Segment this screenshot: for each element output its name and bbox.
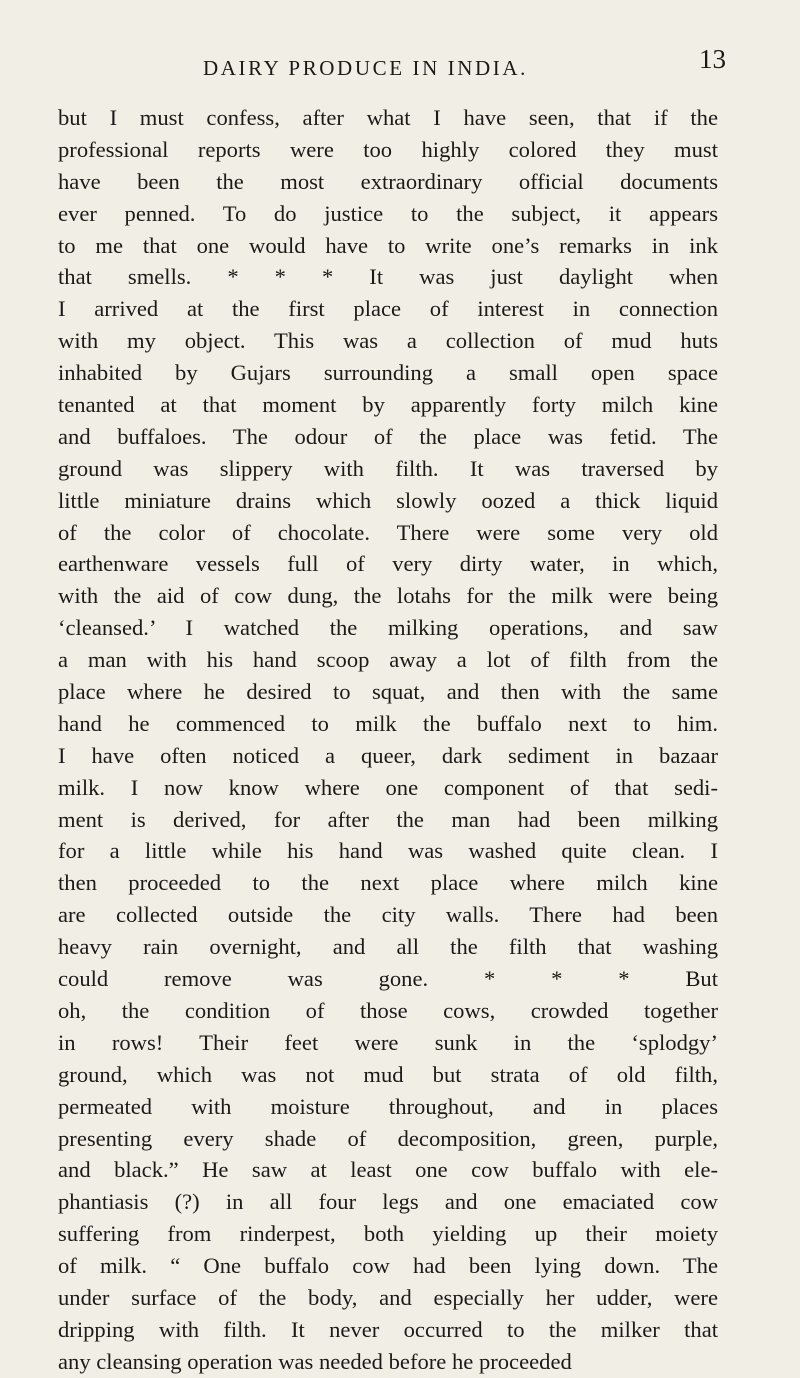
running-title: DAIRY PRODUCE IN INDIA. — [203, 56, 529, 80]
text-line: heavy rain overnight, and all the filth that washing — [58, 934, 718, 960]
text-line: ment is derived, for after the man had been milking — [58, 806, 718, 832]
text-line: of the color of chocolate. There were some very old — [58, 519, 718, 545]
text-line: I have often noticed a queer, dark sediment in bazaar — [58, 742, 718, 768]
text-line: milk. I now know where one component of that sedi- — [58, 774, 718, 800]
text-line: and black.” He saw at least one cow buffalo with ele- — [58, 1157, 718, 1183]
body-text — [58, 102, 718, 1378]
text-line: then proceeded to the next place where milch kine — [58, 870, 718, 896]
text-line: dripping with filth. It never occurred to the milker that — [58, 1316, 718, 1342]
text-line: have been the most extraordinary official documents — [58, 168, 718, 194]
text-line: oh, the condition of those cows, crowded together — [58, 997, 718, 1023]
text-line: permeated with moisture throughout, and in places — [58, 1093, 718, 1119]
text-line: ground was slippery with filth. It was traversed by — [58, 455, 718, 481]
text-line: professional reports were too highly colored they must — [58, 136, 718, 162]
text-line: little miniature drains which slowly oozed a thick liquid — [58, 487, 718, 513]
text-line: suffering from rinderpest, both yielding up their moiety — [58, 1221, 718, 1247]
text-line: ground, which was not mud but strata of old filth, — [58, 1061, 718, 1087]
text-line: with the aid of cow dung, the lotahs for the milk were being — [58, 583, 718, 609]
text-line: could remove was gone. * * * But — [58, 966, 718, 992]
text-line: of milk. “ One buffalo cow had been lying down. The — [58, 1253, 718, 1279]
text-line: presenting every shade of decomposition, green, purple, — [58, 1125, 718, 1151]
text-line: inhabited by Gujars surrounding a small open space — [58, 360, 718, 386]
text-line: ever penned. To do justice to the subject, it appears — [58, 200, 718, 226]
text-line: place where he desired to squat, and then with the same — [58, 679, 718, 705]
text-line: phantiasis (?) in all four legs and one emaciated cow — [58, 1189, 718, 1215]
text-line: in rows! Their feet were sunk in the ‘splodgy’ — [58, 1029, 718, 1055]
page-number: 13 — [699, 44, 726, 74]
running-head — [0, 44, 800, 86]
text-line: for a little while his hand was washed quite clean. I — [58, 838, 718, 864]
text-line: that smells. * * * It was just daylight when — [58, 264, 718, 290]
text-line: hand he commenced to milk the buffalo next to him. — [58, 710, 718, 736]
text-line: to me that one would have to write one’s remarks in ink — [58, 232, 718, 258]
text-line: ‘cleansed.’ I watched the milking operations, and saw — [58, 615, 718, 641]
text-line: are collected outside the city walls. There had been — [58, 902, 718, 928]
text-line: a man with his hand scoop away a lot of filth from the — [58, 647, 718, 673]
text-line: earthenware vessels full of very dirty water, in which, — [58, 551, 718, 577]
text-line: any cleansing operation was needed before he proceeded — [58, 1348, 572, 1374]
text-line: and buffaloes. The odour of the place was fetid. The — [58, 423, 718, 449]
text-line: under surface of the body, and especially her udder, were — [58, 1284, 718, 1310]
text-line: with my object. This was a collection of mud huts — [58, 328, 718, 354]
text-line: tenanted at that moment by apparently forty milch kine — [58, 392, 718, 418]
text-line: but I must confess, after what I have seen, that if the — [58, 105, 718, 130]
text-line: I arrived at the first place of interest in connection — [58, 296, 718, 322]
